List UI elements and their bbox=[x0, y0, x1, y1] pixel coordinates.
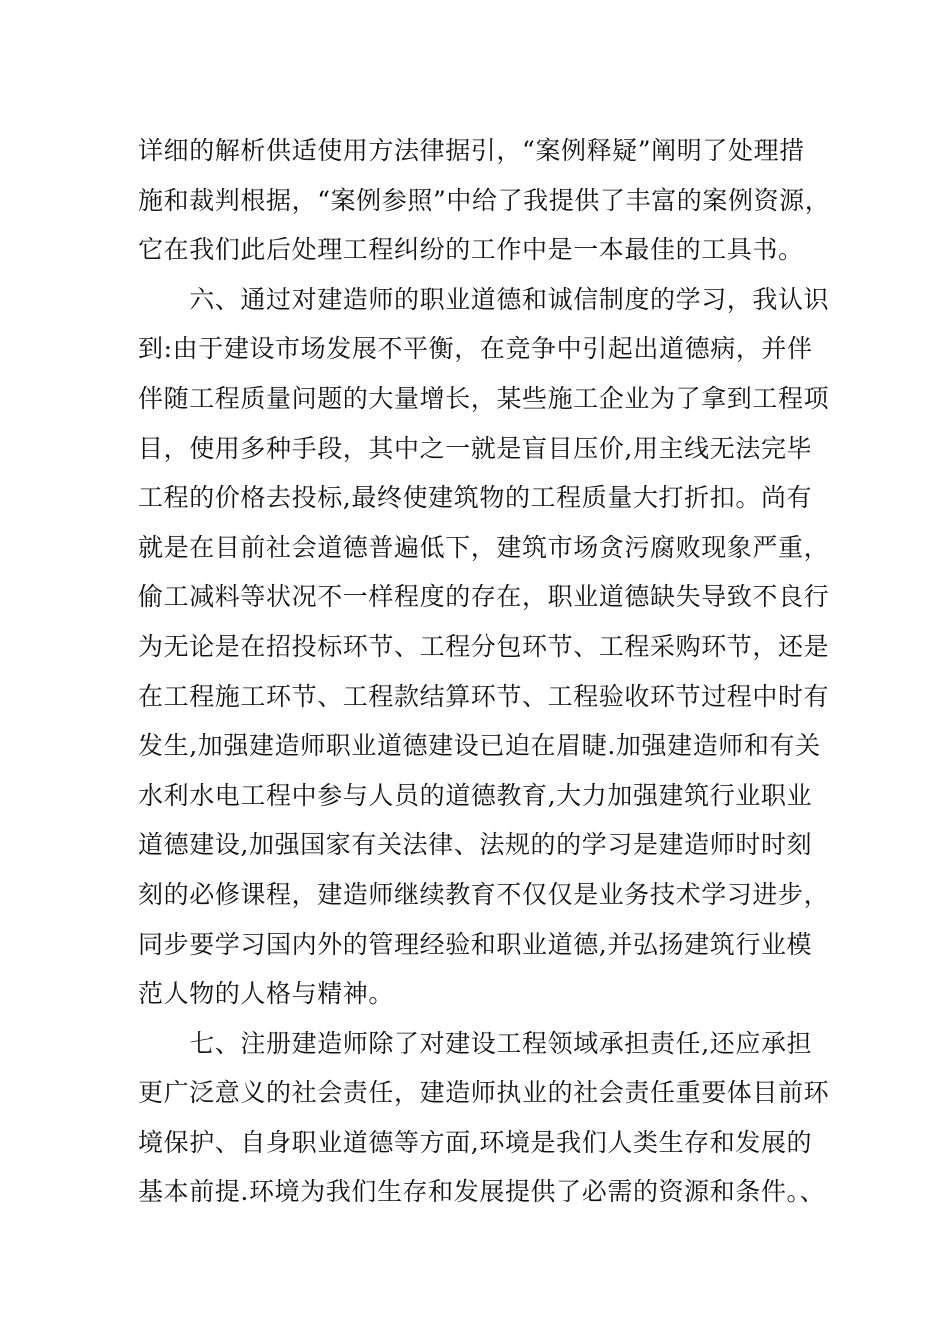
text-line: 为无论是在招投标环节、工程分包环节、工程采购环节，还是 bbox=[138, 631, 830, 661]
text-line: 道德建设,加强国家有关法律、法规的的学习是建造师时时刻 bbox=[138, 830, 813, 860]
text-line: 水利水电工程中参与人员的道德教育,大力加强建筑行业职业 bbox=[138, 780, 813, 810]
text-line: 详细的解析供适使用方法律据引，“案例释疑”阐明了处理措 bbox=[138, 136, 805, 165]
body-text bbox=[138, 126, 838, 1217]
text-line: 刻的必修课程，建造师继续教育不仅仅是业务技术学习进步， bbox=[138, 879, 830, 909]
text-line: 施和裁判根据，“案例参照”中给了我提供了丰富的案例资源， bbox=[138, 185, 831, 215]
text-line: 发生,加强建造师职业道德建设已迫在眉睫.加强建造师和有关 bbox=[138, 731, 821, 761]
text-line: 工程的价格去投标,最终使建筑物的工程质量大打折扣。尚有 bbox=[138, 483, 813, 513]
text-line: 同步要学习国内外的管理经验和职业道德,并弘扬建筑行业模 bbox=[138, 929, 813, 959]
text-line: 伴随工程质量问题的大量增长，某些施工企业为了拿到工程项 bbox=[138, 383, 830, 413]
paragraph-six-start: 六、通过对建造师的职业道德和诚信制度的学习，我认识 bbox=[138, 284, 830, 314]
text-line: 偷工减料等状况不一样程度的存在，职业道德缺失导致不良行 bbox=[138, 582, 830, 612]
paragraph-seven-start: 七、注册建造师除了对建设工程领域承担责任,还应承担 bbox=[138, 1028, 813, 1058]
text-line: 就是在目前社会道德普遍低下，建筑市场贪污腐败现象严重， bbox=[138, 532, 830, 562]
text-line: 在工程施工环节、工程款结算环节、工程验收环节过程中时有 bbox=[138, 681, 830, 711]
text-line: 更广泛意义的社会责任，建造师执业的社会责任重要体目前环 bbox=[138, 1078, 830, 1108]
text-line: 基本前提.环境为我们生存和发展提供了必需的资源和条件。、 bbox=[138, 1177, 826, 1207]
text-line: 到:由于建设市场发展不平衡，在竞争中引起出道德病，并伴 bbox=[138, 334, 813, 364]
text-line: 境保护、自身职业道德等方面,环境是我们人类生存和发展的 bbox=[138, 1127, 813, 1157]
text-line: 目，使用多种手段，其中之一就是盲目压价,用主线无法完毕 bbox=[138, 433, 813, 463]
text-line: 它在我们此后处理工程纠纷的工作中是一本最佳的工具书。 bbox=[138, 235, 804, 265]
text-line: 范人物的人格与精神。 bbox=[138, 979, 395, 1009]
